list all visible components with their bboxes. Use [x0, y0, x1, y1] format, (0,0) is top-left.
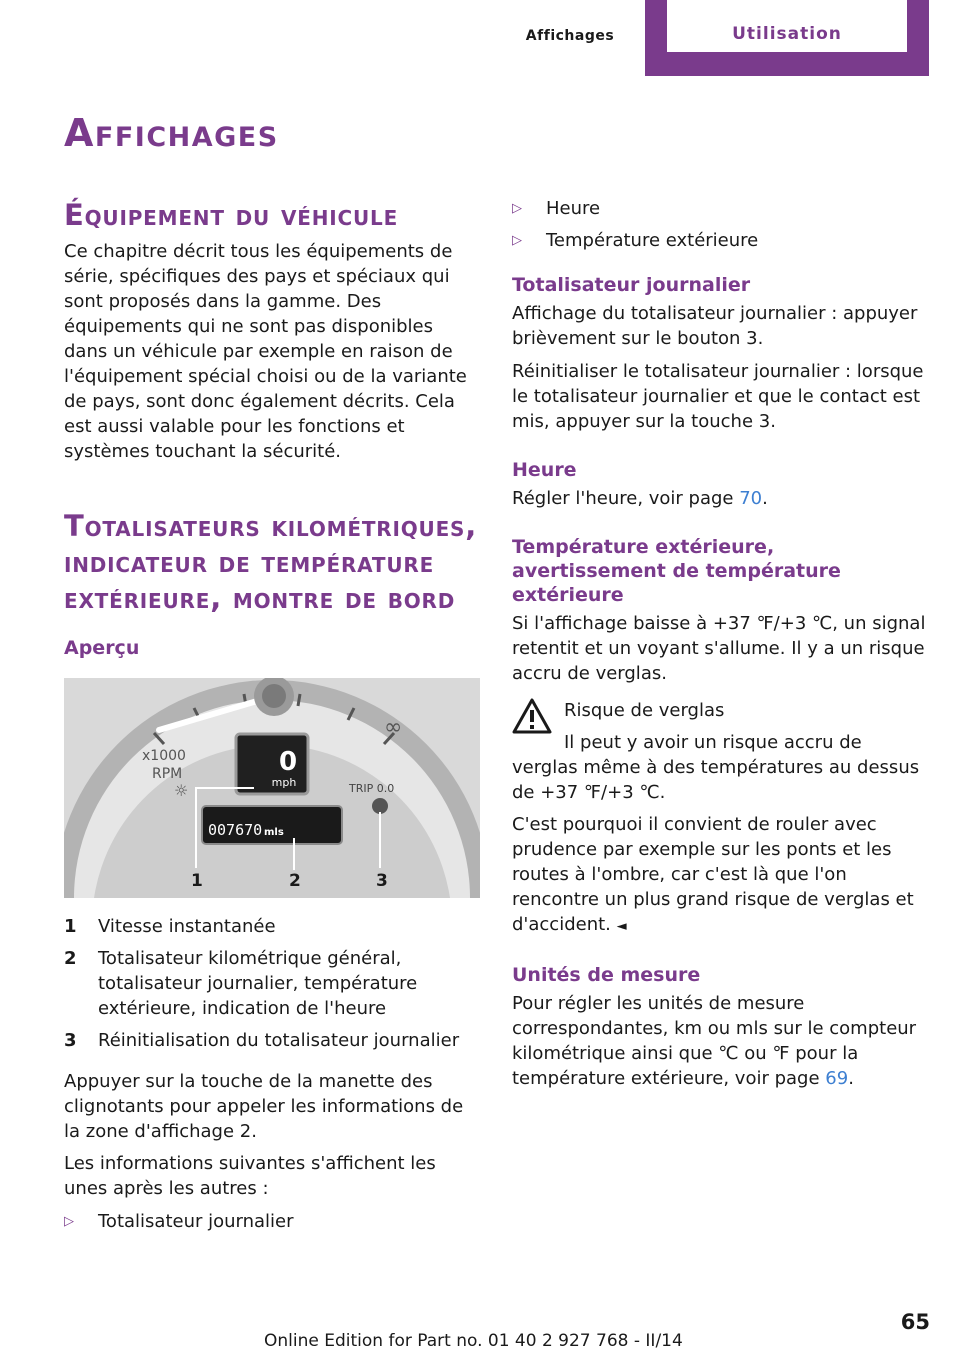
- rpm-label-line1: x1000: [142, 748, 186, 764]
- legend-item: [64, 914, 480, 939]
- right-column: [512, 196, 930, 1091]
- page-number: 65: [900, 1310, 930, 1334]
- instrument-cluster-figure: [64, 678, 480, 898]
- warning-icon: [512, 698, 552, 734]
- paragraph-temperature: Si l'affichage baisse à +37 ℉/+3 ℃, un signal retentit et un voyant s'allume. Il y a un risque accru de verglas.: [512, 613, 926, 684]
- heading-temperature: Température extérieure, avertissement de température extérieure: [512, 536, 841, 606]
- legend-text: Totalisateur kilométrique général, totalisateur journalier, température extérieure, indication de l'heure: [98, 948, 418, 1019]
- warning-block: [512, 698, 930, 723]
- speed-unit: mph: [271, 776, 297, 789]
- list-item: ▷ Température extérieure: [512, 230, 759, 251]
- list-item: ▷ Heure: [512, 198, 601, 219]
- info-list-right: [512, 196, 930, 253]
- legend-item: [64, 1028, 480, 1053]
- warning-light-icon: ☼: [174, 781, 189, 800]
- heading-totalisateur-journalier: Totalisateur journalier: [512, 274, 751, 296]
- heading-equipement: Équipement du véhicule: [64, 198, 399, 232]
- trip-label: TRIP 0.0: [349, 782, 395, 795]
- figure-legend: [64, 914, 480, 1053]
- legend-text: Vitesse instantanée: [98, 916, 276, 937]
- legend-item: [64, 946, 480, 1021]
- heading-totalisateurs: Totalisateurs kilométriques, indicateur de température extérieure, montre de bord: [64, 509, 478, 615]
- end-marker-icon: ◄: [616, 919, 627, 934]
- rpm-label-line2: RPM: [152, 766, 183, 782]
- header-tab-chapter-label: Utilisation: [667, 0, 907, 52]
- page-footer: [230, 1310, 930, 1358]
- warning-paragraph-2: C'est pourquoi il convient de rouler avec prudence par exemple sur les ponts et les routes à l'ombre, car c'est là que l'on rencontre un plus grand risque de verglas et d'accident. ◄: [512, 814, 914, 935]
- paragraph-totalisateur-2: Réinitialiser le totalisateur journalier : lorsque le totalisateur journalier et que le contact est mis, appuyer sur la touche 3.: [512, 361, 924, 432]
- callout-3: 3: [376, 871, 388, 891]
- paragraph-infos: Les informations suivantes s'affichent les unes après les autres :: [64, 1153, 436, 1199]
- heading-unites: Unités de mesure: [512, 964, 701, 986]
- callout-1: 1: [191, 871, 203, 891]
- trip-reset-knob: [372, 798, 388, 814]
- paragraph-appuyer: Appuyer sur la touche de la manette des clignotants pour appeler les informations de la zone d'affichage 2.: [64, 1071, 464, 1142]
- paragraph-heure: Régler l'heure, voir page 70.: [512, 488, 768, 509]
- warning-paragraph-1: Il peut y avoir un risque accru de verglas même à des températures au dessus de +37 ℉/+3 ℃.: [512, 732, 920, 803]
- infinity-mark: ∞: [384, 715, 403, 740]
- paragraph-unites: Pour régler les unités de mesure correspondantes, km ou mls sur le compteur kilométrique ainsi que ℃ ou ℉ pour la température extérieure, voir page 69.: [512, 993, 917, 1089]
- page-link-69[interactable]: 69: [825, 1068, 849, 1089]
- intro-paragraph: Ce chapitre décrit tous les équipements de série, spécifiques des pays et spéciaux qui sont proposés dans la gamme. Des équipements qui ne sont pas disponibles dans un véhicule par exemple en raison de l'équipement spécial choisi ou de la variante de pays, sont donc également décrits. Cela est aussi valable pour les fonctions et systèmes touchant la sécurité.: [64, 241, 467, 462]
- left-column: [64, 105, 480, 1241]
- info-list-left: [64, 1209, 480, 1234]
- header-tab-chapter[interactable]: [645, 0, 929, 76]
- page-title: Affichages: [64, 111, 279, 155]
- odometer-value: 007670: [208, 821, 263, 839]
- list-item: ▷ Totalisateur journalier: [64, 1211, 294, 1232]
- edition-text: Online Edition for Part no. 01 40 2 927 768 - II/14: [264, 1331, 683, 1351]
- warning-title: Risque de verglas: [564, 700, 725, 721]
- header-tab-section[interactable]: Affichages: [525, 28, 615, 44]
- legend-number: 2: [64, 948, 77, 969]
- speed-value: 0: [278, 747, 298, 777]
- legend-number: 1: [64, 916, 77, 937]
- legend-number: 3: [64, 1030, 77, 1051]
- heading-apercu: Aperçu: [64, 637, 140, 659]
- odometer-unit: mls: [264, 827, 284, 838]
- callout-2: 2: [289, 871, 301, 891]
- bullet-triangle-icon: ▷: [512, 233, 522, 248]
- page-link-70[interactable]: 70: [739, 488, 763, 509]
- heading-heure: Heure: [512, 459, 577, 481]
- legend-text: Réinitialisation du totalisateur journalier: [98, 1030, 460, 1051]
- bullet-triangle-icon: ▷: [64, 1214, 74, 1229]
- paragraph-totalisateur-1: Affichage du totalisateur journalier : appuyer brièvement sur le bouton 3.: [512, 303, 918, 349]
- bullet-triangle-icon: ▷: [512, 201, 522, 216]
